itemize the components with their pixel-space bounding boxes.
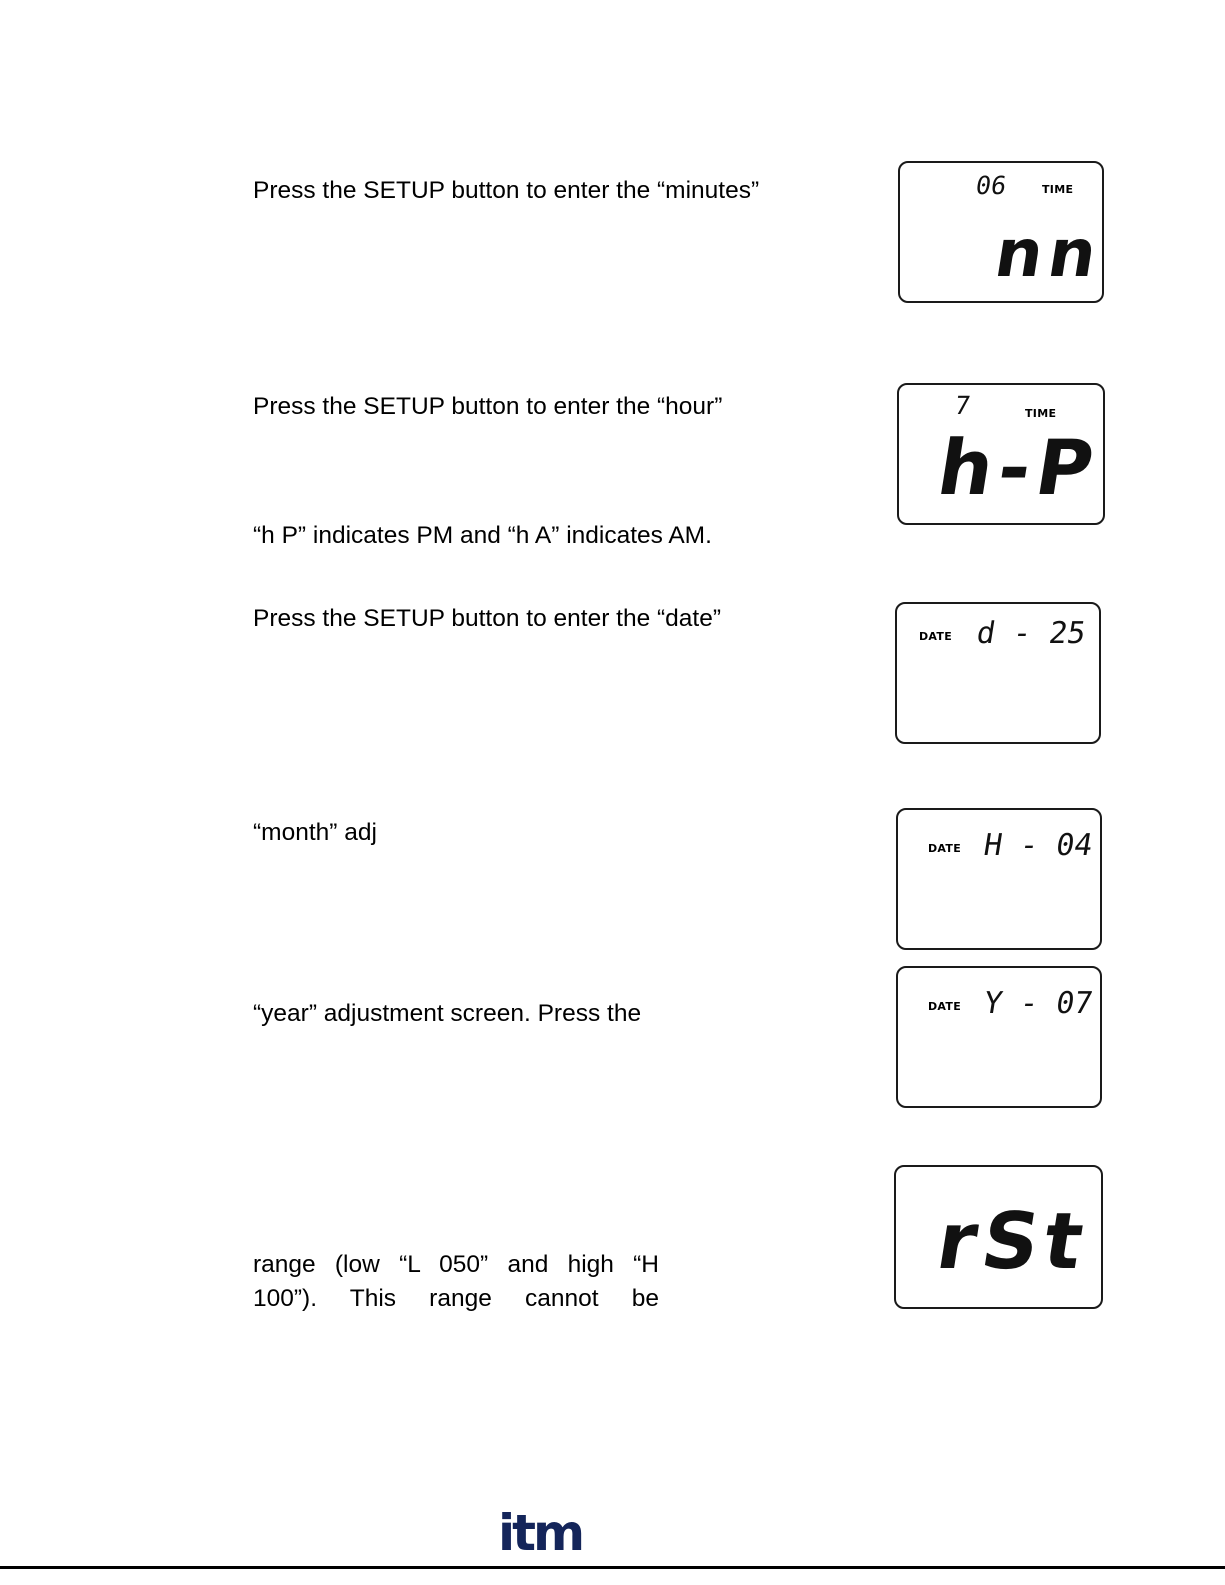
date-instruction: Press the SETUP button to enter the “date”: [253, 605, 722, 632]
range-line-1: range (low “L 050” and high “H: [253, 1251, 659, 1278]
lcd-hour-top-value: 7: [952, 391, 973, 420]
lcd-date-value: d - 25: [974, 616, 1089, 651]
lcd-date-display: [895, 602, 1101, 744]
lcd-minutes-display: [898, 161, 1109, 303]
range-line-2: 100”). This range cannot be: [253, 1285, 659, 1312]
lcd-minutes-main-value: nn: [989, 215, 1109, 292]
lcd-reset-main-value: rSt: [930, 1197, 1096, 1287]
ampm-note: “h P” indicates PM and “h A” indicates AM.: [253, 522, 712, 549]
lcd-reset-display: [894, 1165, 1103, 1309]
lcd-year-tag: DATE: [928, 1000, 962, 1013]
lcd-minutes-time-tag: TIME: [1042, 183, 1074, 196]
hour-instruction: Press the SETUP button to enter the “hour”: [253, 393, 723, 420]
itm-logo: itm: [498, 1504, 583, 1562]
lcd-hour-main-value: h-P: [931, 423, 1106, 512]
lcd-month-value: H - 04: [981, 828, 1096, 863]
lcd-hour-display: [897, 383, 1105, 525]
lcd-minutes-top-value: 06: [973, 171, 1009, 200]
range-instruction: [253, 1248, 659, 1316]
footer-divider: [0, 1566, 1225, 1569]
lcd-date-tag: DATE: [919, 630, 953, 643]
year-instruction: “year” adjustment screen. Press the: [253, 1000, 642, 1027]
lcd-month-tag: DATE: [928, 842, 962, 855]
lcd-year-display: [896, 966, 1102, 1108]
month-instruction: “month” adj: [253, 819, 377, 846]
lcd-month-display: [896, 808, 1102, 950]
lcd-year-value: Y - 07: [981, 986, 1096, 1021]
lcd-hour-time-tag: TIME: [1025, 407, 1057, 420]
minutes-instruction: Press the SETUP button to enter the “minutes”: [253, 177, 760, 204]
